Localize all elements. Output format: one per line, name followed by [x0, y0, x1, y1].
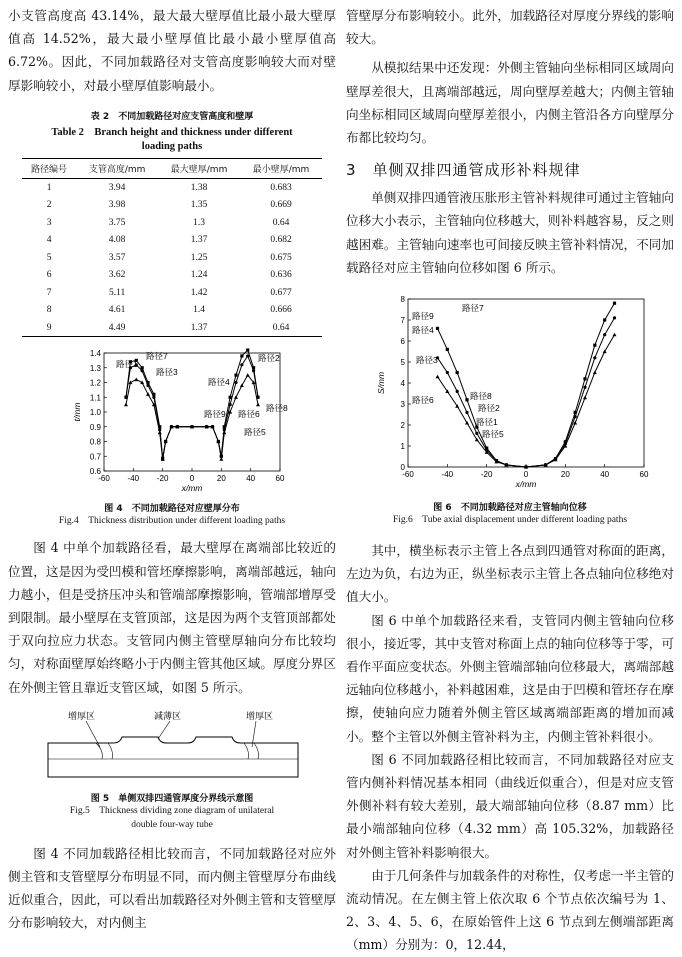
- data-point: [141, 369, 144, 372]
- x-tick-label: 0: [189, 474, 195, 484]
- table-cell: 1.37: [190, 235, 208, 246]
- table-cell: 0.682: [270, 235, 292, 246]
- data-point: [593, 344, 596, 347]
- branch-height-table: [22, 158, 322, 338]
- y-tick-label: 0.8: [89, 437, 101, 447]
- figure-6-caption-cn: 图 6 不同加载路径对应主管轴向位移: [433, 503, 587, 514]
- x-tick-label: 20: [560, 470, 570, 480]
- data-point: [141, 366, 144, 369]
- table-cell: 0.64: [272, 217, 290, 228]
- figure-5: [8, 707, 336, 832]
- series-label: 路径3: [156, 367, 178, 378]
- series-label: 路径8: [266, 403, 288, 414]
- data-point: [603, 333, 606, 336]
- zone-boundary: [96, 743, 259, 759]
- series-line: [126, 350, 258, 459]
- table-row: [22, 319, 322, 337]
- series-label: 路径4: [208, 377, 230, 388]
- figure-4: [8, 347, 336, 527]
- figure-6: [346, 287, 674, 535]
- series-label: 路径4: [412, 325, 434, 336]
- thick-zone-label-left: 增厚区: [68, 710, 96, 721]
- table-cell: 1.24: [190, 270, 208, 281]
- data-point: [593, 371, 597, 375]
- series-label: 路径1: [116, 359, 138, 370]
- data-point: [465, 411, 468, 414]
- data-point: [158, 431, 162, 435]
- right-paragraph-1: 管壁厚分布影响较小。此外，加载路径对厚度分界线的影响较大。: [346, 8, 674, 47]
- figure-5-caption-en-cont: double four-way tube: [131, 819, 213, 830]
- table-header: 路径编号: [22, 158, 76, 178]
- data-point: [475, 432, 478, 435]
- data-point: [456, 371, 459, 374]
- data-point: [603, 318, 606, 321]
- data-point: [583, 377, 586, 380]
- table-row: [22, 231, 322, 249]
- left-paragraph-2: 图 4 中单个加载路径看，最大壁厚在离端部比较近的位置，这是因为受凹模和管坯摩擦影响，离端部越远，轴向力越小，但是受挤压冲头和管端部摩擦影响，管端部增厚受到限制。最小壁厚在支管顶部，这是因为两个支管顶部都处于双向拉应力状态。支管同内侧主管壁厚轴向分布比较均匀，对称面壁厚始终略小于内侧主管其他区域。厚度分界区在外侧主管且靠近支管区域，如图 5 所示。: [8, 540, 336, 695]
- table-cell: 3.62: [108, 270, 126, 281]
- table-cell: 6: [46, 270, 52, 281]
- y-tick-label: 8: [400, 295, 405, 305]
- right-paragraph-7: 由于几何条件与加载条件的对称性，仅考虑一半主管的流动情况。在左侧主管上依次取 6 个节点依次编号为 1、2、3、4、5、6，在原始管件上这 6 节点到左侧端部距离（mm）分别为：0，12.44，: [346, 867, 674, 953]
- table-cell: 5: [46, 252, 52, 263]
- axial-displacement-chart: [346, 287, 674, 492]
- series-label: 路径8: [470, 391, 492, 402]
- leader-line: [158, 721, 170, 739]
- x-tick-label: 40: [600, 470, 610, 480]
- data-point: [583, 396, 587, 400]
- right-paragraph-3: 单侧双排四通管液压胀形主管补料规律可通过主管轴向位移大小表示，主管轴向位移越大，则补料越容易，反之则越困难。主管轴向速率也可间接反映主管补料情况，不同加载路径对应主管轴向位移如图 6 所示。: [346, 190, 674, 275]
- table-cell: 7: [46, 287, 52, 298]
- y-tick-label: 2: [400, 421, 405, 431]
- y-tick-label: 1: [400, 442, 405, 452]
- figure-4-caption-en: Fig.4 Thickness distribution under different loading paths: [58, 516, 286, 527]
- y-tick-label: 7: [400, 316, 405, 326]
- data-point: [456, 390, 459, 393]
- data-point: [146, 393, 150, 397]
- table-row: [22, 284, 322, 302]
- data-point: [124, 403, 128, 407]
- data-point: [229, 403, 232, 406]
- thickness-zone-diagram: [8, 707, 336, 785]
- table-cell: 1.3: [193, 217, 205, 228]
- table-row: [22, 266, 322, 284]
- series-line: [438, 303, 615, 467]
- y-tick-label: 0.6: [89, 467, 101, 477]
- table-2-title-cn: 表 2 不同加载路径对应支管高度和壁厚: [90, 111, 254, 122]
- thin-zone-label: 减薄区: [154, 710, 182, 721]
- data-point: [446, 348, 449, 351]
- table-cell: 3.57: [108, 252, 126, 263]
- data-point: [574, 415, 577, 418]
- series-label: 路径6: [412, 395, 434, 406]
- series-label: 路径9: [412, 311, 434, 322]
- table-cell: 0.64: [240, 319, 322, 337]
- x-tick-label: -60: [98, 474, 110, 484]
- x-axis-label: x/mm: [181, 483, 203, 494]
- plot-frame: [408, 299, 644, 467]
- x-tick-label: 40: [246, 474, 256, 484]
- left-paragraph-3: 图 4 不同加载路径相比较而言，不同加载路径对应外侧主管和支管壁厚分布明显不同，而内侧主管壁厚分布曲线近似重合，因此，可以看出加载路径对外侧主管和支管壁厚分布影响较大，对内侧主: [8, 845, 336, 931]
- table-header: 支管高度/mm: [76, 158, 158, 178]
- x-tick-label: 0: [523, 470, 529, 480]
- y-tick-label: 0.7: [89, 452, 101, 462]
- table-cell: 3.94: [108, 182, 126, 193]
- data-point: [613, 333, 617, 337]
- data-point: [222, 431, 226, 435]
- series-label: 路径6: [238, 409, 260, 420]
- right-column: [346, 0, 674, 957]
- series-label: 路径1: [476, 417, 498, 428]
- data-point: [240, 364, 243, 367]
- figure-6-caption-en: Fig.6 Tube axial displacement under different loading paths: [392, 515, 628, 526]
- x-tick-label: 20: [216, 474, 226, 484]
- right-paragraph-6: 图 6 不同加载路径相比较而言，不同加载路径对应支管内侧补料情况基本相同（曲线近似重合），但是对应支管外侧补料有较大差别，最大端部轴向位移（8.87 mm）比最小端部轴向位移（4.32 mm）高 105.32%，加载路径对外侧主管补料影响很大。: [346, 751, 674, 860]
- data-point: [256, 403, 260, 407]
- table-cell: 9: [22, 319, 76, 337]
- table-2: [8, 109, 336, 338]
- right-paragraph-2: 从模拟结果中还发现：外侧主管轴向坐标相同区域周向壁厚差很大，且离端部越远，周向壁厚差越大；内侧主管轴向坐标相同区域周向壁厚差很小，内侧主管沿各方向壁厚分布都比较均匀。: [346, 60, 674, 146]
- data-point: [234, 381, 237, 384]
- series-label: 路径5: [244, 427, 266, 438]
- y-tick-label: 1.3: [89, 364, 101, 374]
- table-cell: 5.11: [108, 287, 126, 298]
- y-tick-label: 1.2: [89, 378, 101, 388]
- data-point: [436, 375, 440, 379]
- table-cell: 1.4: [193, 305, 205, 316]
- right-paragraph-4: 其中，横坐标表示主管上各点到四通管对称面的距离，左边为负，右边为正，纵坐标表示主管上各点轴向位移绝对值大小。: [346, 543, 674, 605]
- data-point: [252, 369, 255, 372]
- table-header: 最大壁厚/mm: [158, 158, 240, 178]
- thickness-chart: [8, 347, 336, 495]
- data-point: [446, 371, 449, 374]
- table-cell: 1.25: [190, 252, 208, 263]
- series-label: 路径7: [146, 351, 168, 362]
- table-cell: 4: [46, 235, 52, 246]
- x-axis-label: x/mm: [515, 479, 537, 490]
- series-label: 路径2: [478, 403, 500, 414]
- data-point: [234, 396, 238, 400]
- table-cell: 1: [46, 182, 52, 193]
- table-cell: 1.35: [190, 200, 208, 211]
- data-point: [613, 302, 616, 305]
- data-point: [246, 355, 249, 358]
- data-point: [146, 384, 149, 387]
- table-cell: 1.42: [190, 287, 208, 298]
- table-cell: 0.636: [270, 270, 292, 281]
- series-line: [126, 356, 258, 458]
- figure-5-caption-cn: 图 5 单侧双排四通管厚度分界线示意图: [90, 793, 254, 804]
- data-point: [593, 356, 596, 359]
- table-cell: 2: [46, 200, 52, 211]
- data-point: [134, 378, 138, 382]
- series-label: 路径5: [482, 429, 504, 440]
- y-axis-label: S/mm: [376, 371, 386, 395]
- table-row: [22, 301, 322, 319]
- table-cell: 4.49: [76, 319, 158, 337]
- table-row: [22, 214, 322, 232]
- data-point: [583, 386, 586, 389]
- x-tick-label: -40: [127, 474, 140, 484]
- series-line: [438, 335, 615, 467]
- thick-zone-label-right: 增厚区: [246, 710, 274, 721]
- series-label: 路径7: [462, 303, 484, 314]
- x-tick-label: -40: [441, 470, 454, 480]
- x-tick-label: 60: [639, 470, 649, 480]
- y-tick-label: 4: [400, 379, 405, 389]
- table-cell: 3.98: [108, 200, 126, 211]
- x-tick-label: -60: [402, 470, 414, 480]
- left-column: [8, 0, 336, 935]
- table-cell: 1.37: [158, 319, 240, 337]
- x-tick-label: -20: [156, 474, 169, 484]
- data-point: [246, 373, 250, 377]
- y-tick-label: 6: [400, 337, 405, 347]
- data-point: [465, 398, 468, 401]
- table-row: [22, 249, 322, 267]
- y-tick-label: 0.9: [89, 423, 101, 433]
- table-cell: 0.669: [270, 200, 292, 211]
- table-cell: 3: [46, 217, 52, 228]
- data-point: [246, 349, 249, 352]
- table-cell: 0.675: [270, 252, 292, 263]
- x-tick-label: 60: [275, 474, 285, 484]
- figure-5-caption-en: Fig.5 Thickness dividing zone diagram of unilateral: [69, 805, 275, 816]
- y-tick-label: 1.0: [89, 408, 101, 418]
- data-point: [240, 355, 243, 358]
- data-point: [152, 396, 155, 399]
- table-cell: 1.38: [190, 182, 208, 193]
- series-label: 路径2: [258, 353, 280, 364]
- y-tick-label: 1.4: [89, 349, 101, 359]
- y-tick-label: 1.1: [89, 393, 101, 403]
- table-2-title-en-cont: loading paths: [141, 140, 203, 152]
- figure-4-caption-cn: 图 4 不同加载路径对应壁厚分布: [104, 504, 240, 515]
- tube-outline: [48, 737, 298, 777]
- data-point: [436, 327, 439, 330]
- table-row: [22, 196, 322, 214]
- y-tick-label: 5: [400, 358, 405, 368]
- table-cell: 3.75: [108, 217, 126, 228]
- table-cell: 4.08: [108, 235, 126, 246]
- right-paragraph-5: 图 6 中单个加载路径来看，支管同内侧主管轴向位移很小，接近零，其中支管对称面上点的轴向位移等于零，可看作平面应变状态。外侧主管端部轴向位移最大，离端部越远轴向位移越小，补料越困难，这是由于凹模和管坯存在摩擦，使轴向应力随着外侧主管区域离端部距离的增加而减小。整个主管以外侧主管补料为主，内侧主管补料很小。: [346, 612, 674, 744]
- y-tick-label: 3: [400, 400, 405, 410]
- y-axis-label: t/mm: [72, 402, 82, 422]
- section-3-heading: 3 单侧双排四通管成形补料规律: [346, 161, 581, 180]
- data-point: [613, 316, 616, 319]
- series-label: 路径9: [204, 409, 226, 420]
- table-cell: 0.666: [270, 305, 292, 316]
- table-cell: 4.61: [108, 305, 126, 316]
- table-cell: 0.683: [270, 182, 292, 193]
- series-label: 路径3: [416, 355, 438, 366]
- x-tick-label: -20: [480, 470, 493, 480]
- table-cell: 8: [46, 305, 52, 316]
- table-2-title-en: Table 2 Branch height and thickness under different: [51, 126, 293, 138]
- table-row: [22, 178, 322, 196]
- table-cell: 0.677: [270, 287, 292, 298]
- data-point: [234, 374, 237, 377]
- y-tick-label: 0: [400, 463, 405, 473]
- table-header: 最小壁厚/mm: [240, 158, 322, 178]
- left-paragraph-1: 小支管高度高 43.14%，最大最大壁厚值比最小最大壁厚值高 14.52%，最大最小壁厚值比最小最小壁厚值高 6.72%。因此，不同加载路径对支管高度影响较大而对壁厚影响较小，对最小壁厚值影响最小。: [8, 8, 336, 93]
